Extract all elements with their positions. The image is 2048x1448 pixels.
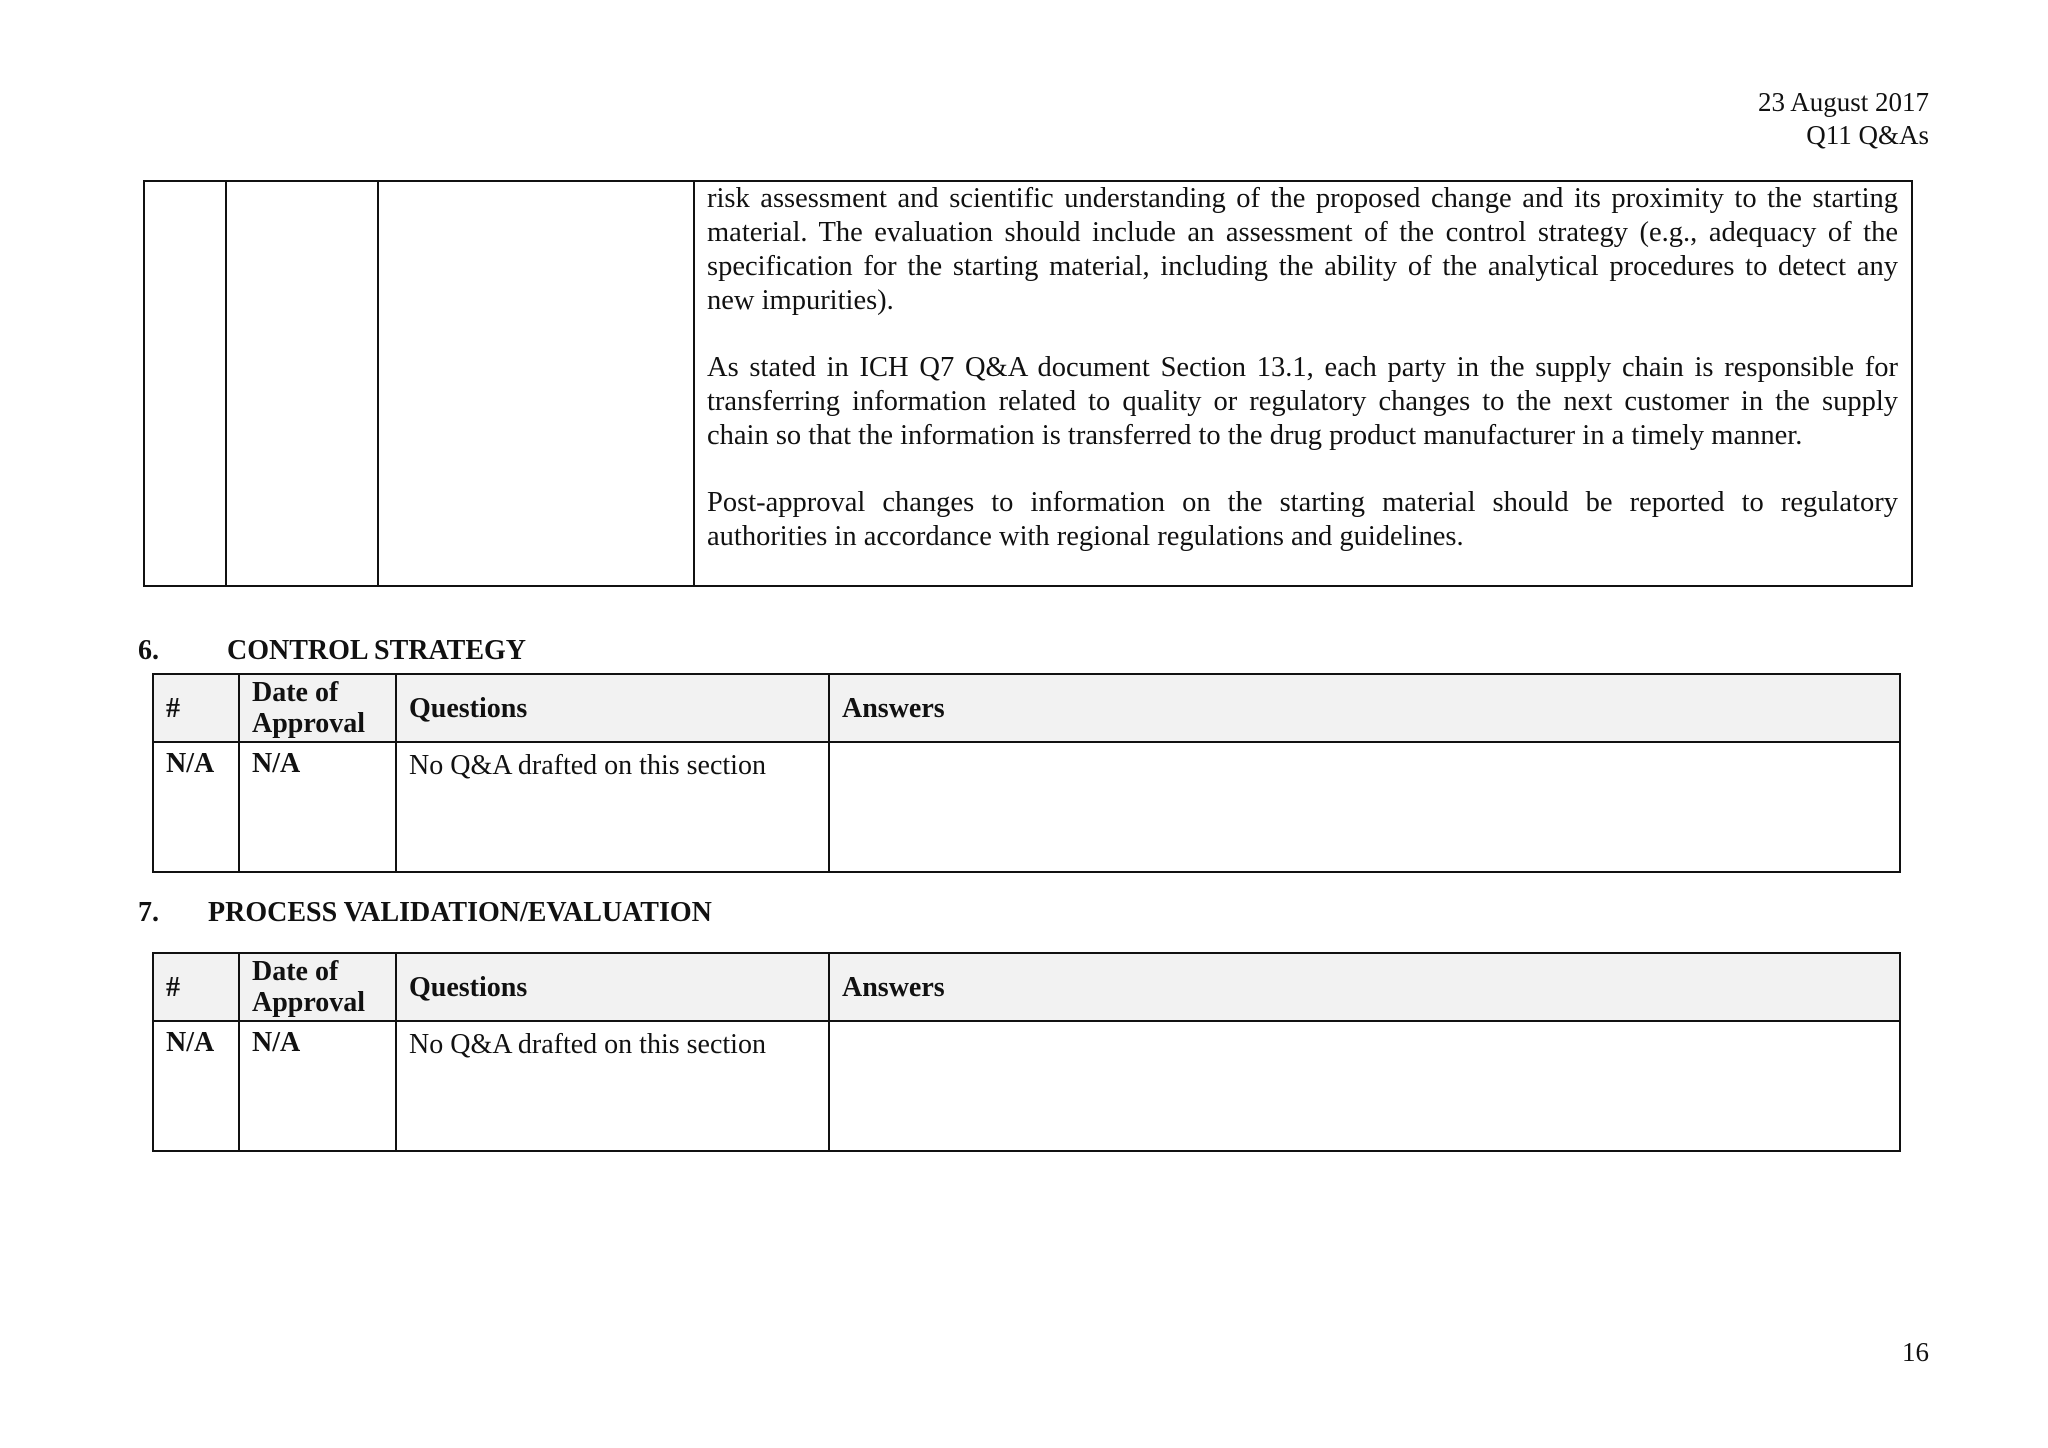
column-header-date: Date of Approval <box>239 674 396 742</box>
continuation-table <box>143 180 1913 587</box>
table-row <box>153 1021 1900 1151</box>
section-title: PROCESS VALIDATION/EVALUATION <box>208 897 712 928</box>
column-header-answers: Answers <box>829 953 1900 1021</box>
page-header <box>1758 86 1929 152</box>
header-doc-title: Q11 Q&As <box>1806 120 1929 150</box>
column-header-date: Date of Approval <box>239 953 396 1021</box>
empty-cell-number <box>144 181 226 586</box>
answer-cell-continued <box>694 181 1912 586</box>
cell-number: N/A <box>153 1021 239 1151</box>
answer-paragraph: Post-approval changes to information on the starting material should be reported to regulatory authorities in accordance with regional regulations and guidelines. <box>707 487 1898 552</box>
cell-question: No Q&A drafted on this section <box>396 742 829 872</box>
cell-answer <box>829 742 1900 872</box>
process-validation-table <box>152 952 1901 1152</box>
answer-paragraph: risk assessment and scientific understanding of the proposed change and its proximity to the starting material. The evaluation should include an assessment of the control strategy (e.g., adequacy of the specification for the starting material, including the ability of the analytical procedures to detect any new impurities). <box>707 183 1898 316</box>
page-number: 16 <box>1902 1337 1929 1367</box>
section-heading-control-strategy <box>138 634 526 668</box>
table-header-row <box>153 953 1900 1021</box>
column-header-answers: Answers <box>829 674 1900 742</box>
answer-paragraph: As stated in ICH Q7 Q&A document Section 13.1, each party in the supply chain is responsible for transferring information related to quality or regulatory changes to the next customer in the supply chain so that the information is transferred to the drug product manufacturer in a timely manner. <box>707 352 1898 451</box>
column-header-questions: Questions <box>396 953 829 1021</box>
cell-answer <box>829 1021 1900 1151</box>
empty-cell-question <box>378 181 694 586</box>
table-header-row <box>153 674 1900 742</box>
section-title: CONTROL STRATEGY <box>227 635 526 666</box>
column-header-questions: Questions <box>396 674 829 742</box>
column-header-number: # <box>153 674 239 742</box>
empty-cell-date <box>226 181 378 586</box>
control-strategy-table <box>152 673 1901 873</box>
cell-date: N/A <box>239 1021 396 1151</box>
cell-number: N/A <box>153 742 239 872</box>
section-number: 7. <box>138 897 159 928</box>
header-date: 23 August 2017 <box>1757 87 1929 117</box>
table-row <box>144 181 1912 586</box>
table-row <box>153 742 1900 872</box>
cell-question: No Q&A drafted on this section <box>396 1021 829 1151</box>
cell-date: N/A <box>239 742 396 872</box>
column-header-number: # <box>153 953 239 1021</box>
section-heading-process-validation <box>138 896 712 930</box>
section-number: 6. <box>138 635 159 666</box>
